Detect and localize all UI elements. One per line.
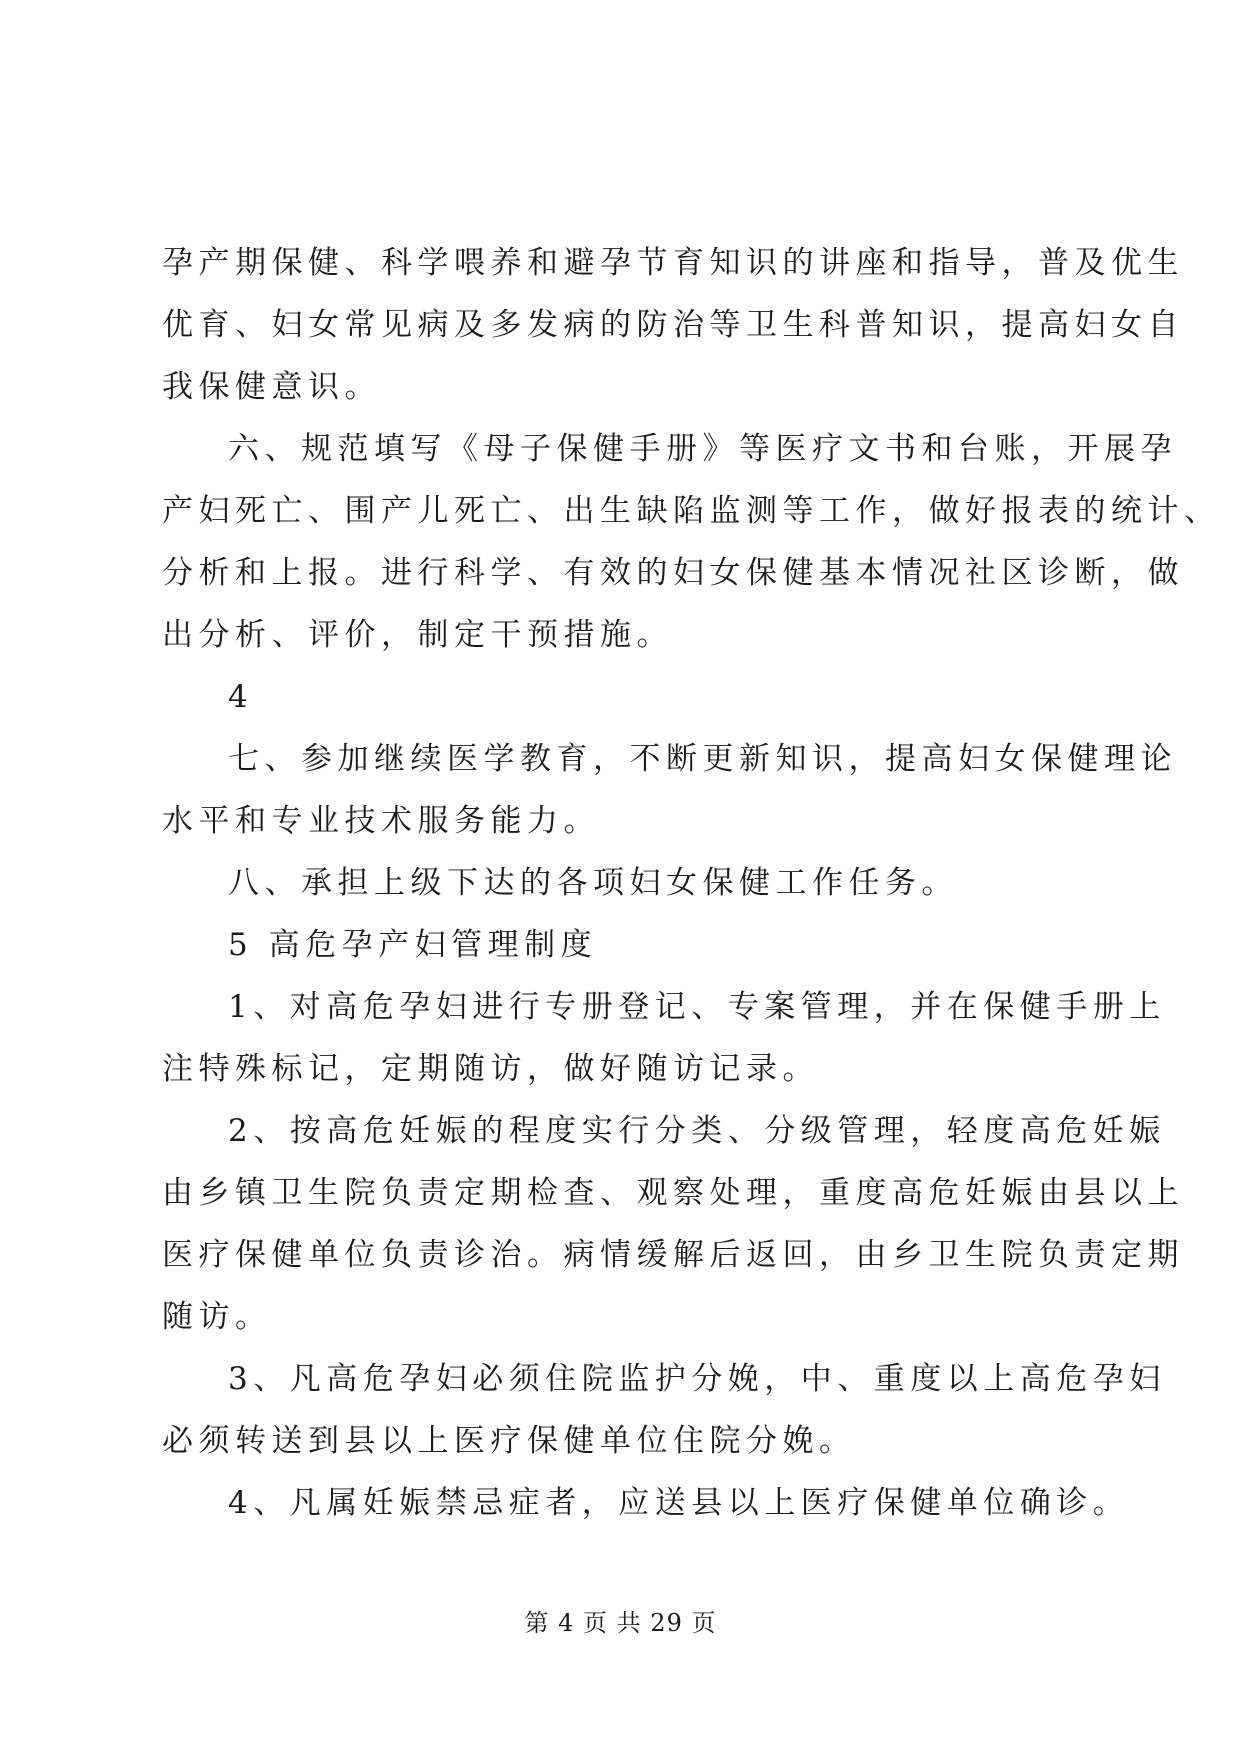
body-line: 孕产期保健、科学喂养和避孕节育知识的讲座和指导，普及优生	[162, 245, 1184, 281]
body-line: 2、按高危妊娠的程度实行分类、分级管理，轻度高危妊娠	[228, 1113, 1166, 1149]
body-line: 医疗保健单位负责诊治。病情缓解后返回，由乡卫生院负责定期	[162, 1237, 1184, 1273]
section-heading: 5 高危孕产妇管理制度	[228, 927, 598, 963]
body-line: 1、对高危孕妇进行专册登记、专案管理，并在保健手册上	[228, 989, 1166, 1025]
document-body	[162, 232, 1221, 1534]
body-line: 优育、妇女常见病及多发病的防治等卫生科普知识，提高妇女自	[162, 307, 1184, 343]
body-line: 注特殊标记，定期随访，做好随访记录。	[162, 1051, 819, 1087]
body-line: 七、参加继续医学教育，不断更新知识，提高妇女保健理论	[228, 741, 1177, 777]
page-footer: 第 4 页 共 29 页	[524, 1609, 717, 1637]
body-line: 随访。	[162, 1299, 272, 1335]
body-line: 必须转送到县以上医疗保健单位住院分娩。	[162, 1423, 856, 1459]
section-number: 4	[228, 679, 254, 715]
body-line: 3、凡高危孕妇必须住院监护分娩，中、重度以上高危孕妇	[228, 1361, 1166, 1397]
body-line: 4、凡属妊娠禁忌症者，应送县以上医疗保健单位确诊。	[228, 1485, 1130, 1521]
body-line: 由乡镇卫生院负责定期检查、观察处理，重度高危妊娠由县以上	[162, 1175, 1184, 1211]
body-line: 出分析、评价，制定干预措施。	[162, 617, 673, 653]
body-line: 水平和专业技术服务能力。	[162, 803, 600, 839]
body-line: 八、承担上级下达的各项妇女保健工作任务。	[228, 865, 958, 901]
body-line: 分析和上报。进行科学、有效的妇女保健基本情况社区诊断，做	[162, 555, 1184, 591]
body-line: 六、规范填写《母子保健手册》等医疗文书和台账，开展孕	[228, 431, 1177, 467]
body-line: 我保健意识。	[162, 369, 381, 405]
body-line: 产妇死亡、围产儿死亡、出生缺陷监测等工作，做好报表的统计、	[162, 493, 1221, 529]
